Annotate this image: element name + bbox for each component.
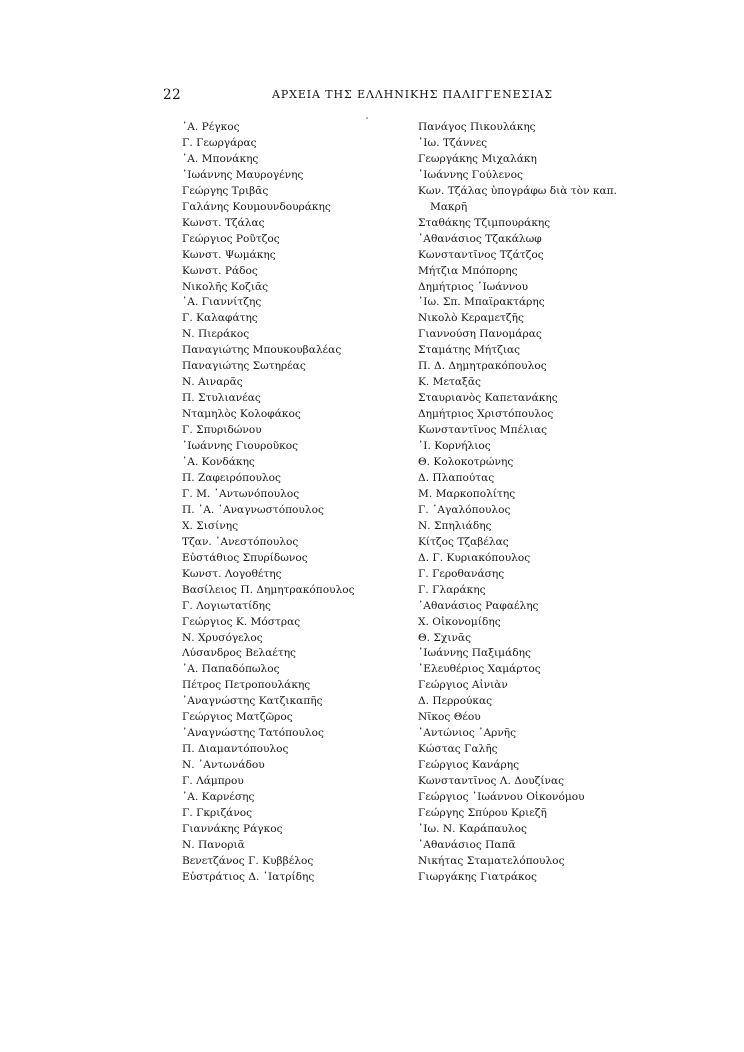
signatory-name: Πανάγος Πικουλάκης <box>418 121 536 133</box>
signatory-name: Γ. Γεροθανάσης <box>418 567 505 580</box>
signatory-name: ᾿Αναγνώστης Τατόπουλος <box>182 727 324 740</box>
signatory-name: Δ. Πλαπούτας <box>418 471 495 484</box>
signatory-name: Βασίλειος Π. Δημητρακόπουλος <box>182 583 355 596</box>
signatory-name: Δημήτριος Χριστόπουλος <box>418 408 554 421</box>
signatory-name: ᾿Α. Ρέγκος <box>182 121 240 133</box>
signatory-name: Δ. Γ. Κυριακόπουλος <box>418 551 531 564</box>
signatory-name: ᾿Ιω. Τζάννες <box>418 136 488 149</box>
signatory-name: Νικήτας Σταματελόπουλος <box>418 854 565 867</box>
signatory-name: Γ. Γλαράκης <box>418 583 486 596</box>
signatory-name: ᾿Ελευθέριος Χαμάρτος <box>418 663 541 676</box>
signatory-name: ᾿Αθανάσιος Παπᾶ <box>418 838 516 851</box>
signatory-name: Τζαν. ᾿Ανεστόπουλος <box>182 535 299 548</box>
signatory-name: ᾿Ιωάννης Μαυρογένης <box>182 168 304 181</box>
signatory-name: Ν. Πιεράκος <box>182 328 250 341</box>
signatory-name: Γ. Λάμπρου <box>182 775 244 788</box>
signatory-name: Γ. Γκριζάνος <box>182 806 253 819</box>
signatory-name: Ν. Σπηλιάδης <box>418 519 492 532</box>
signatory-name: Γ. ᾿Αγαλόπουλος <box>418 503 511 516</box>
signatory-name: Π. Διαμαντόπουλος <box>182 743 289 756</box>
signatory-name: Γιαννάκης Ράγκος <box>182 822 283 835</box>
signatory-name: Σταμάτης Μήτζιας <box>418 344 521 357</box>
signatory-name: Γ. Γεωργάρας <box>182 136 257 149</box>
signatory-name: Χ. Σισίνης <box>182 519 239 532</box>
signatory-name: Παναγιώτης Σωτηρέας <box>182 360 306 373</box>
signatory-name: Δ. Περρούκας <box>418 695 493 708</box>
signatory-name: Θ. Κολοκοτρώνης <box>418 456 514 469</box>
signatory-name: Κωνστ. Ράδος <box>182 264 258 277</box>
signatory-name: Θ. Σχινᾶς <box>418 631 472 644</box>
signatory-name: Γεώργης Τριβᾶς <box>182 184 269 197</box>
signatory-name: Γεώργιος Ροῦτζος <box>182 232 280 245</box>
signatory-name: Κωνστ. Ψωμάκης <box>182 248 276 261</box>
signatory-name: Κωνσταντῖνος Τζάτζος <box>418 248 544 261</box>
signatory-name: Μήτζια Μπόπορης <box>418 264 518 277</box>
signatory-name: ᾿Ιωάννης Παξιμάδης <box>418 647 531 660</box>
signatory-name: ᾿Ιωάννης Γούλενος <box>418 168 523 181</box>
signatory-name: ᾿Α. Παπαδόπωλος <box>182 663 280 676</box>
signatory-name: ᾿Α. Καρνέσης <box>182 791 255 804</box>
signatory-name: Γιαννούση Πανομάρας <box>418 328 542 341</box>
signatory-name: Γ. Σπυριδώνου <box>182 424 262 437</box>
signatory-name: Κωνσταντῖνος Μπέλιας <box>418 424 548 437</box>
signatory-name: Γιωργάκης Γιατράκος <box>418 870 537 883</box>
signatory-name: ᾿Α. Γιαννίτζης <box>182 296 262 309</box>
signatory-name: Εὐστράτιος Δ. ᾿Ιατρίδης <box>182 870 315 883</box>
signatory-name: Γεώργιος Αἰνιὰν <box>418 679 508 692</box>
signatory-name: Πέτρος Πετροπουλάκης <box>182 679 311 692</box>
signatory-name: Γεώργιος ᾿Ιωάννου Οἰκονόμου <box>418 791 585 804</box>
signatory-name: ᾿Ιω. Σπ. Μπαϊρακτάρης <box>418 296 545 309</box>
signatory-name: Κων. Τζάλας ὑπογράφω διὰ τὸν καπ. <box>418 184 617 197</box>
signatory-name: ᾿Αντώνιος ᾿Αρνῆς <box>418 727 517 740</box>
page-number: 22 <box>163 87 182 103</box>
signatory-name: ᾿Αθανάσιος Ραφαέλης <box>418 599 539 612</box>
signatory-name: Κώστας Γαλῆς <box>418 743 498 756</box>
signatory-name: Δημήτριος ᾿Ιωάννου <box>418 280 529 293</box>
signatory-name: ᾿Α. Μπονάκης <box>182 152 259 165</box>
signatory-name: Γεώργιος Κανάρης <box>418 759 520 772</box>
signatory-name: ᾿Ιω. Ν. Καράπαυλος <box>418 822 527 835</box>
signatory-name: Γεώργης Σπύρου Κριεζῆ <box>418 806 547 819</box>
signatory-name: Εὐστάθιος Σπυρίδωνος <box>182 551 308 564</box>
signatory-name: Κωνστ. Τζάλας <box>182 216 265 229</box>
signatory-name: Π. Ζαφειρόπουλος <box>182 471 281 484</box>
signatory-name: Γεώργιος Κ. Μόστρας <box>182 615 301 628</box>
signatory-name: Γ. Μ. ᾿Αντωνόπουλος <box>182 487 300 500</box>
signatory-name: ᾿Αναγνώστης Κατζικαπῆς <box>182 695 323 708</box>
signatory-name: Κίτζος Τζαβέλας <box>418 535 509 548</box>
signatory-name: Γεωργάκης Μιχαλάκη <box>418 152 537 165</box>
signatory-name: Γεώργιος Ματζῶρος <box>182 711 293 724</box>
signatory-name: Ν. Πανοριᾶ <box>182 838 245 851</box>
signatory-name: Βενετζάνος Γ. Κυββέλος <box>182 854 314 867</box>
signatory-name: ᾿Αθανάσιος Τζακάλωφ <box>418 232 542 245</box>
signatory-name: Π. Δ. Δημητρακόπουλος <box>418 360 547 373</box>
signatory-name: Παναγιώτης Μπουκουβαλέας <box>182 344 342 357</box>
signatory-name: Σταυριανὸς Καπετανάκης <box>418 392 558 405</box>
signatory-name: Νικολὸ Κεραμετζῆς <box>418 312 524 325</box>
signatory-name: Γ. Καλαφάτης <box>182 312 258 325</box>
print-speck <box>366 117 368 119</box>
signatory-name: ᾿Ι. Κορνήλιος <box>418 440 491 453</box>
signatory-name: Γαλάνης Κουμουνδουράκης <box>182 200 331 213</box>
signatory-name: Κωνσταντῖνος Λ. Δουζίνας <box>418 775 565 788</box>
signatories-right-column <box>418 120 617 886</box>
signatory-name: Νταμηλὸς Κολοφάκος <box>182 408 301 421</box>
signatory-name: Κωνστ. Λογοθέτης <box>182 567 282 580</box>
signatory-name: Ν. ᾿Αντωνάδου <box>182 759 265 772</box>
signatories-left-column <box>182 120 355 886</box>
running-head-title: ΑΡΧΕΙΑ ΤΗΣ ΕΛΛΗΝΙΚΗΣ ΠΑΛΙΓΓΕΝΕΣΙΑΣ <box>272 88 553 101</box>
signatory-name: Π. ᾿Α. ᾿Αναγνωστόπουλος <box>182 503 324 516</box>
signatory-name: Π. Στυλιανέας <box>182 392 261 405</box>
signatory-name: Νικολῆς Κοζιᾶς <box>182 280 269 293</box>
signatory-name: Γ. Λογιωτατίδης <box>182 599 271 612</box>
signatory-name: ᾿Ιωάννης Γιουροῦκος <box>182 440 299 453</box>
signatory-name: Μακρῆ <box>430 200 468 213</box>
signatory-name: Μ. Μαρκοπολίτης <box>418 487 516 500</box>
signatory-name: Κ. Μεταξᾶς <box>418 376 481 389</box>
signatory-name: Λύσανδρος Βελαέτης <box>182 647 296 660</box>
signatory-name: Σταθάκης Τζιμπουράκης <box>418 216 551 229</box>
signatory-name: Νῖκος Θέου <box>418 711 481 724</box>
signatory-name: Ν. Αιναρᾶς <box>182 376 243 389</box>
signatory-name: Χ. Οἰκονομίδης <box>418 615 501 628</box>
signatory-name: ᾿Α. Κονδάκης <box>182 456 255 469</box>
signatory-name: Ν. Χρυσόγελος <box>182 631 263 644</box>
